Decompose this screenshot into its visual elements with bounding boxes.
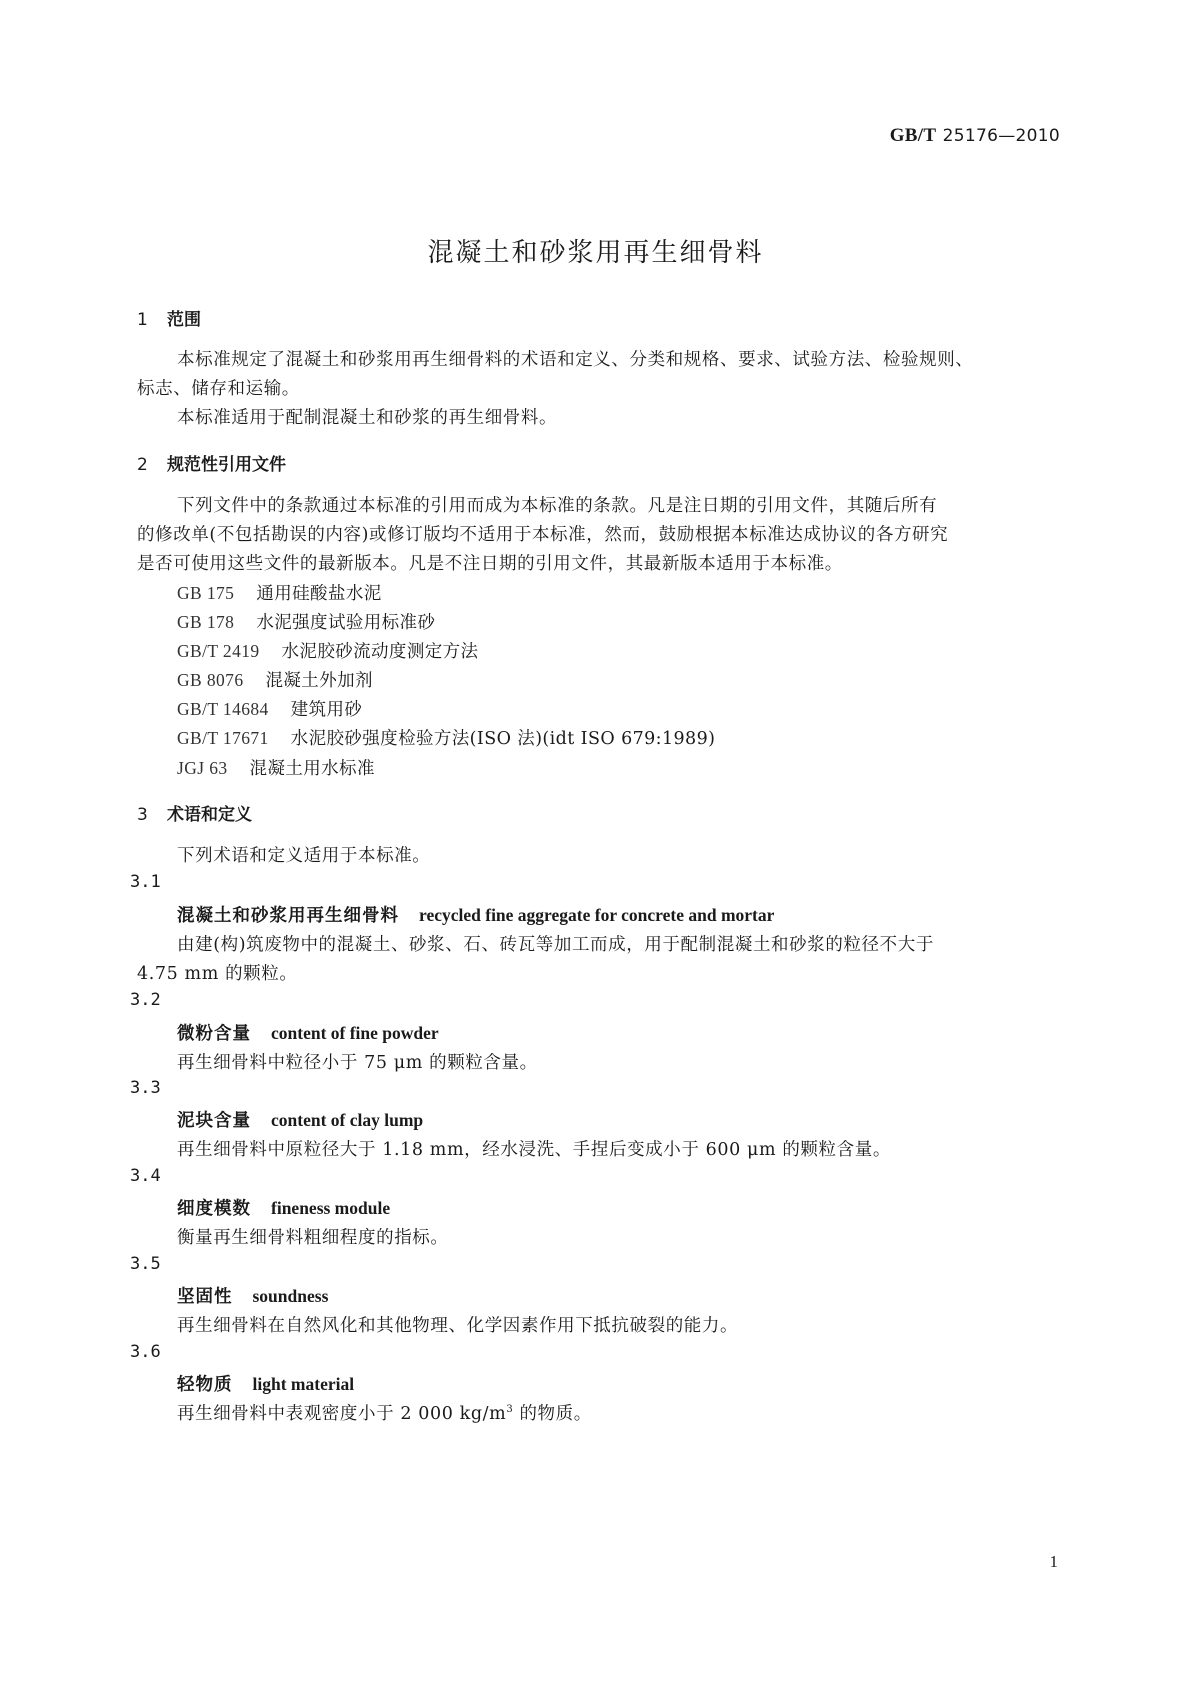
- paragraph-line: 本标准规定了混凝土和砂浆用再生细骨料的术语和定义、分类和规格、要求、试验方法、检验规则、: [177, 350, 974, 370]
- term-heading: [177, 1020, 439, 1045]
- clause-number: 3.2: [130, 990, 161, 1010]
- definition-text: 再生细骨料中表观密度小于 2 000 kg/m: [177, 1404, 507, 1424]
- term-heading: [177, 1283, 328, 1308]
- paragraph-line: 的修改单(不包括勘误的内容)或修订版均不适用于本标准，然而，鼓励根据本标准达成协议的各方研究: [137, 525, 949, 545]
- reference-title: 混凝土用水标准: [249, 759, 375, 779]
- term-definition: 4.75 mm 的颗粒。: [137, 964, 298, 984]
- reference-item: [177, 725, 715, 750]
- section-number: 3: [137, 805, 148, 825]
- term-definition: 衡量再生细骨料粗细程度的指标。: [177, 1228, 449, 1248]
- paragraph-line: 本标准适用于配制混凝土和砂浆的再生细骨料。: [177, 408, 558, 428]
- term-definition: [177, 1400, 592, 1425]
- term-heading: [177, 1107, 423, 1132]
- clause-number: 3.1: [130, 872, 161, 892]
- term-en: content of clay lump: [271, 1110, 424, 1130]
- reference-title: 水泥强度试验用标准砂: [256, 613, 436, 633]
- term-en: recycled fine aggregate for concrete and mortar: [419, 905, 775, 925]
- term-heading: [177, 1195, 390, 1220]
- reference-code: GB 175: [177, 583, 235, 603]
- reference-code: GB/T 2419: [177, 641, 260, 661]
- document-title: 混凝土和砂浆用再生细骨料: [427, 238, 764, 268]
- paragraph-line: 下列文件中的条款通过本标准的引用而成为本标准的条款。凡是注日期的引用文件，其随后所有: [177, 496, 938, 516]
- term-en: content of fine powder: [271, 1023, 439, 1043]
- reference-code: JGJ 63: [177, 758, 228, 778]
- term-definition: 由建(构)筑废物中的混凝土、砂浆、石、砖瓦等加工而成，用于配制混凝土和砂浆的粒径不大于: [177, 935, 934, 955]
- reference-item: [177, 638, 478, 663]
- reference-code: GB/T 17671: [177, 728, 269, 748]
- clause-number: 3.6: [130, 1342, 161, 1362]
- term-definition: 再生细骨料中粒径小于 75 μm 的颗粒含量。: [177, 1053, 538, 1073]
- definition-text: 的物质。: [513, 1404, 592, 1424]
- reference-title: 水泥胶砂流动度测定方法: [281, 642, 479, 662]
- section-title: 范围: [167, 310, 201, 330]
- reference-code: GB 178: [177, 612, 235, 632]
- clause-number: 3.3: [130, 1078, 161, 1098]
- standard-code: 25176—2010: [942, 126, 1060, 146]
- reference-title: 混凝土外加剂: [265, 671, 373, 691]
- section-title: 规范性引用文件: [167, 455, 286, 475]
- section-number: 2: [137, 455, 148, 475]
- term-en: light material: [252, 1374, 355, 1394]
- section-2-heading: [137, 450, 286, 475]
- section-1-heading: [137, 305, 201, 330]
- term-en: soundness: [252, 1286, 329, 1306]
- reference-title: 建筑用砂: [290, 700, 363, 720]
- term-definition: 再生细骨料中原粒径大于 1.18 mm，经水浸洗、手捏后变成小于 600 μm 的颗粒含量。: [177, 1140, 891, 1160]
- term-en: fineness module: [271, 1198, 391, 1218]
- clause-number: 3.5: [130, 1254, 161, 1274]
- term-zh: 微粉含量: [177, 1024, 251, 1044]
- section-3-heading: [137, 800, 252, 825]
- reference-item: [177, 755, 375, 780]
- term-zh: 混凝土和砂浆用再生细骨料: [177, 906, 399, 926]
- page-number: 1: [1049, 1552, 1058, 1571]
- paragraph-line: 标志、储存和运输。: [137, 379, 300, 399]
- unit-exponent: 3: [506, 1404, 514, 1416]
- reference-code: GB 8076: [177, 670, 244, 690]
- reference-title: 水泥胶砂强度检验方法(ISO 法)(idt ISO 679:1989): [290, 729, 716, 749]
- reference-item: [177, 667, 373, 692]
- reference-item: [177, 609, 435, 634]
- paragraph-line: 是否可使用这些文件的最新版本。凡是不注日期的引用文件，其最新版本适用于本标准。: [137, 554, 843, 574]
- term-zh: 轻物质: [177, 1375, 233, 1395]
- term-heading: [177, 902, 774, 927]
- term-zh: 泥块含量: [177, 1111, 251, 1131]
- term-zh: 细度模数: [177, 1199, 251, 1219]
- section-title: 术语和定义: [167, 805, 252, 825]
- term-definition: 再生细骨料在自然风化和其他物理、化学因素作用下抵抗破裂的能力。: [177, 1316, 739, 1336]
- standard-prefix: GB/T: [889, 125, 937, 146]
- reference-item: [177, 580, 382, 605]
- term-heading: [177, 1371, 354, 1396]
- reference-item: [177, 696, 362, 721]
- section-intro: 下列术语和定义适用于本标准。: [177, 846, 431, 866]
- clause-number: 3.4: [130, 1166, 161, 1186]
- reference-code: GB/T 14684: [177, 699, 269, 719]
- section-number: 1: [137, 310, 148, 330]
- reference-title: 通用硅酸盐水泥: [256, 584, 382, 604]
- standard-number: [890, 124, 1060, 147]
- term-zh: 坚固性: [177, 1287, 233, 1307]
